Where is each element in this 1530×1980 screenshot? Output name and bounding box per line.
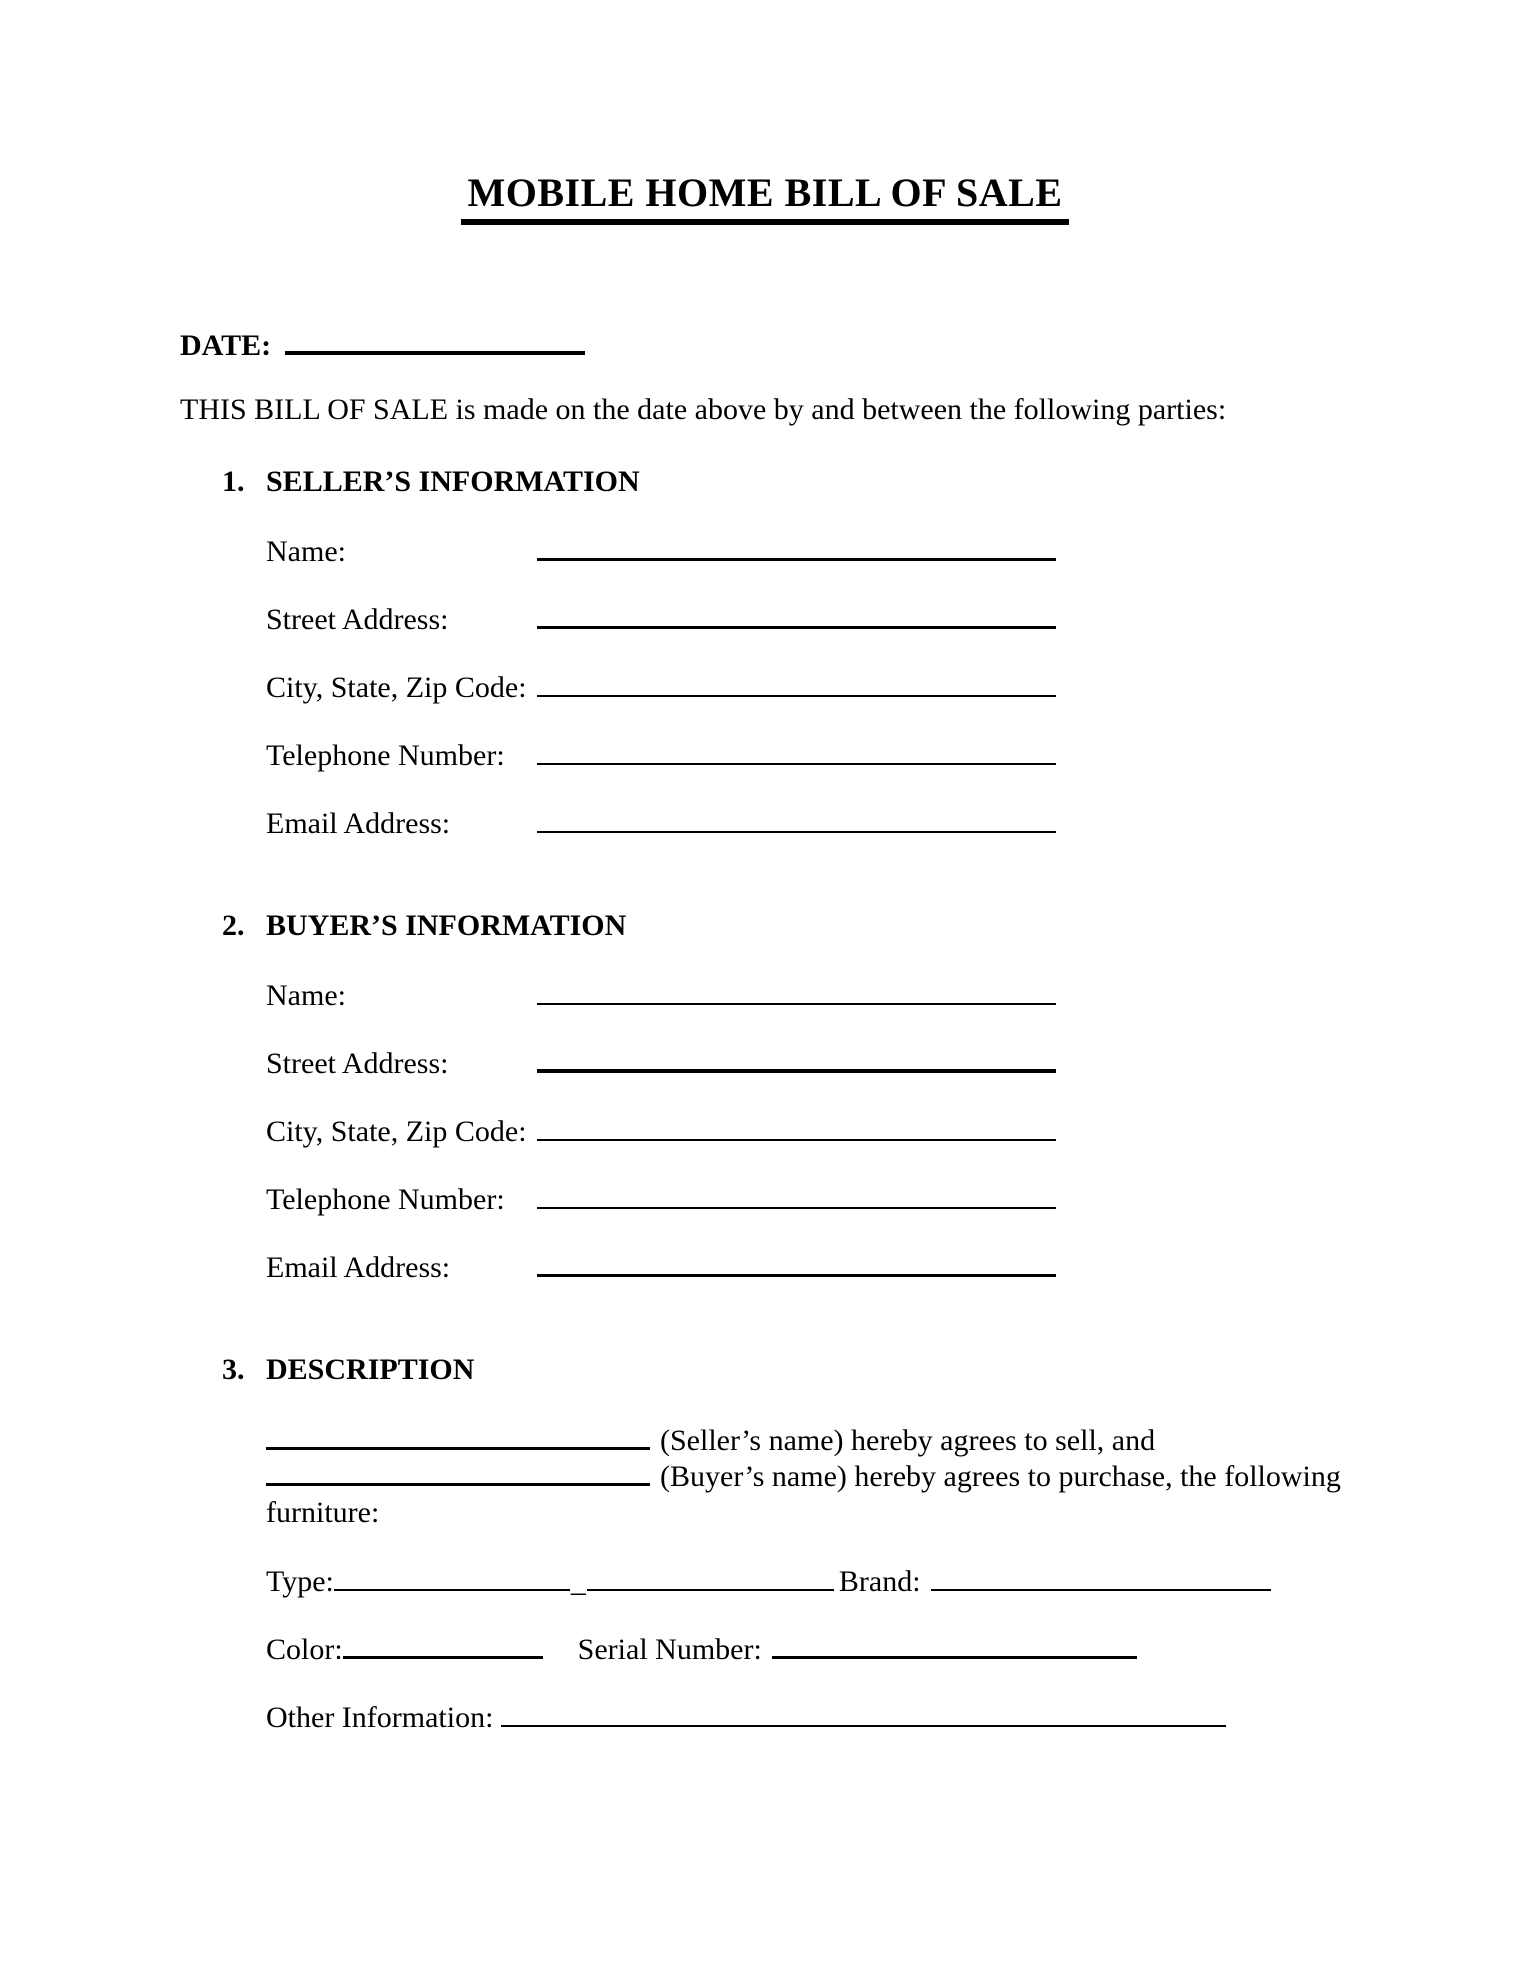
date-label: DATE: <box>180 329 272 362</box>
buyer-section-number: 2. <box>222 909 245 942</box>
brand-blank-line <box>931 1589 1271 1591</box>
buyer-phone-blank-line <box>537 1207 1056 1209</box>
seller-city-label: City, State, Zip Code: <box>266 671 527 704</box>
seller-name-label: Name: <box>266 535 346 568</box>
buyer-email-blank-line <box>537 1274 1056 1277</box>
buyer-city-label: City, State, Zip Code: <box>266 1115 527 1148</box>
seller-street-row <box>266 603 1350 637</box>
seller-section-number: 1. <box>222 465 245 498</box>
buyer-section-heading <box>222 909 1350 943</box>
type-connector-underscore: _ <box>570 1565 586 1598</box>
buyer-clause-line <box>266 1459 1350 1495</box>
buyer-street-row <box>266 1047 1350 1081</box>
intro-text: THIS BILL OF SALE is made on the date above by and between the following parties: <box>180 393 1227 426</box>
seller-city-row <box>266 671 1350 705</box>
type-label: Type: <box>266 1565 334 1598</box>
seller-phone-row <box>266 739 1350 773</box>
seller-section-title: SELLER’S INFORMATION <box>266 465 640 498</box>
section-description <box>180 1353 1350 1735</box>
date-row <box>180 329 1350 363</box>
seller-street-label: Street Address: <box>266 603 449 636</box>
page-title-text: MOBILE HOME BILL OF SALE <box>461 170 1068 225</box>
serial-number-blank-line <box>772 1656 1137 1659</box>
description-section-number: 3. <box>222 1353 245 1386</box>
other-information-row <box>266 1701 1350 1735</box>
seller-clause-line <box>266 1423 1350 1459</box>
seller-email-blank-line <box>537 831 1056 833</box>
seller-name-row <box>266 535 1350 569</box>
buyer-phone-row <box>266 1183 1350 1217</box>
buyer-email-row <box>266 1251 1350 1285</box>
buyer-street-blank-line <box>537 1069 1056 1073</box>
section-seller-information <box>180 465 1350 841</box>
buyer-street-label: Street Address: <box>266 1047 449 1080</box>
buyer-clause-text: (Buyer’s name) hereby agrees to purchase, the following <box>660 1460 1341 1493</box>
section-buyer-information <box>180 909 1350 1285</box>
type-brand-row <box>266 1565 1350 1599</box>
other-information-label: Other Information: <box>266 1701 494 1734</box>
color-serial-row <box>266 1633 1350 1667</box>
date-blank-line <box>285 351 585 355</box>
buyer-section-title: BUYER’S INFORMATION <box>266 909 627 942</box>
seller-section-heading <box>222 465 1350 499</box>
color-blank-line <box>343 1656 543 1659</box>
seller-clause-text: (Seller’s name) hereby agrees to sell, and <box>660 1424 1156 1457</box>
serial-number-label: Serial Number: <box>577 1633 762 1666</box>
seller-email-row <box>266 807 1350 841</box>
seller-phone-blank-line <box>537 763 1056 765</box>
buyer-phone-label: Telephone Number: <box>266 1183 505 1216</box>
color-label: Color: <box>266 1633 343 1666</box>
buyer-email-label: Email Address: <box>266 1251 451 1284</box>
buyer-name-row <box>266 979 1350 1013</box>
seller-city-blank-line <box>537 695 1056 697</box>
brand-label: Brand: <box>838 1565 921 1598</box>
description-paragraph <box>266 1423 1350 1531</box>
other-information-blank-line <box>501 1725 1226 1727</box>
seller-street-blank-line <box>537 626 1056 629</box>
buyer-name-fill-line <box>266 1483 650 1486</box>
seller-phone-label: Telephone Number: <box>266 739 505 772</box>
description-section-title: DESCRIPTION <box>266 1353 475 1386</box>
buyer-city-blank-line <box>537 1139 1056 1141</box>
seller-email-label: Email Address: <box>266 807 451 840</box>
type-blank-line-2 <box>587 1589 834 1591</box>
buyer-name-blank-line <box>537 1003 1056 1005</box>
furniture-text: furniture: <box>266 1496 380 1529</box>
description-section-heading <box>222 1353 1350 1387</box>
buyer-name-label: Name: <box>266 979 346 1012</box>
seller-name-blank-line <box>537 558 1056 561</box>
seller-name-fill-line <box>266 1447 650 1450</box>
page-title <box>180 170 1350 225</box>
type-blank-line-1 <box>334 1589 570 1591</box>
buyer-city-row <box>266 1115 1350 1149</box>
